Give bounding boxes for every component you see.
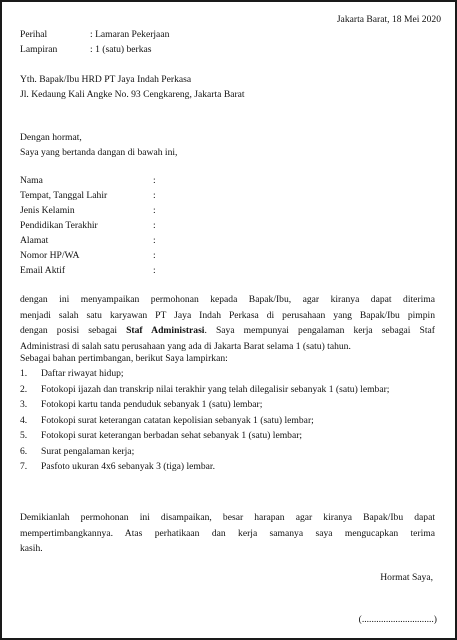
list-item <box>20 382 435 398</box>
list-text: Fotokopi surat keterangan berbadan sehat sebanyak 1 (satu) lembar; <box>41 430 303 441</box>
list-number: 3. <box>20 399 28 410</box>
recipient-line-1: Yth. Bapak/Ibu HRD PT Jaya Indah Perkasa <box>20 74 192 85</box>
list-text: Fotokopi kartu tanda penduduk sebanyak 1 (satu) lembar; <box>41 399 263 410</box>
list-item <box>20 459 435 475</box>
list-item <box>20 366 435 382</box>
list-text: Daftar riwayat hidup; <box>41 368 124 379</box>
closing-paragraph <box>20 510 435 557</box>
perihal-label: Perihal <box>20 29 48 40</box>
signoff: Hormat Saya, <box>380 572 433 583</box>
field-colon: : <box>153 190 156 201</box>
field-label-pendidikan: Pendidikan Terakhir <box>20 220 98 231</box>
list-number: 7. <box>20 461 28 472</box>
position-title: Staf Administrasi <box>126 325 205 336</box>
list-number: 6. <box>20 445 28 457</box>
list-text: Pasfoto ukuran 4x6 sebanyak 3 (tiga) lembar. <box>41 461 215 472</box>
lampiran-label: Lampiran <box>20 44 58 55</box>
body-line: dengan ini menyampaikan permohonan kepada Bapak/Ibu, agar kiranya dapat diterima <box>20 294 435 305</box>
list-item <box>20 413 435 429</box>
field-label-nama: Nama <box>20 175 43 186</box>
list-number: 4. <box>20 414 28 426</box>
body-paragraph <box>20 292 435 354</box>
field-colon: : <box>153 175 156 186</box>
recipient-line-2: Jl. Kedaung Kali Angke No. 93 Cengkareng, Jakarta Barat <box>20 89 245 100</box>
closing-line: mempertimbangkannya. Atas perhatikaan dan kerja samanya saya mengucapkan terima <box>20 527 435 539</box>
list-number: 2. <box>20 383 28 395</box>
lampiran-value: : 1 (satu) berkas <box>90 44 152 55</box>
list-item <box>20 428 435 444</box>
body-text: . Saya mempunyai pengalaman kerja sebagai Staf <box>204 325 435 336</box>
list-text: Surat pengalaman kerja; <box>41 445 135 457</box>
list-text: Fotokopi surat keterangan catatan kepolisian sebanyak 1 (satu) lembar; <box>41 414 314 426</box>
attachments-intro: Sebagai bahan pertimbangan, berikut Saya lampirkan: <box>20 353 228 364</box>
field-label-alamat: Alamat <box>20 235 49 246</box>
list-item <box>20 444 435 460</box>
field-colon: : <box>153 265 156 276</box>
signature-line: (..............................) <box>358 614 437 625</box>
field-label-nomor-hp: Nomor HP/WA <box>20 250 80 261</box>
body-line <box>20 323 435 339</box>
list-item <box>20 397 435 413</box>
closing-line: kasih. <box>20 543 43 554</box>
letter-date: Jakarta Barat, 18 Mei 2020 <box>336 14 441 25</box>
attachments-list <box>20 366 435 475</box>
body-text: dengan posisi sebagai <box>20 325 127 336</box>
field-colon: : <box>153 205 156 216</box>
field-colon: : <box>153 220 156 231</box>
intro-text: Saya yang bertanda dangan di bawah ini, <box>20 147 178 158</box>
list-number: 5. <box>20 430 28 441</box>
body-line: Administrasi di salah satu perusahaan yang ada di Jakarta Barat selama 1 (satu) tahun. <box>20 340 351 352</box>
greeting: Dengan hormat, <box>20 132 82 143</box>
list-text: Fotokopi ijazah dan transkrip nilai terakhir yang telah dilegalisir sebanyak 1 (satu) lembar; <box>41 383 390 395</box>
field-label-jenis-kelamin: Jenis Kelamin <box>20 205 75 216</box>
perihal-value: : Lamaran Pekerjaan <box>90 29 170 40</box>
body-line: menjadi salah satu karyawan PT Jaya Indah Perkasa di perusahaan yang Bapak/Ibu pimpin <box>20 309 435 321</box>
field-label-ttl: Tempat, Tanggal Lahir <box>20 190 108 201</box>
closing-line: Demikianlah permohonan ini disampaikan, besar harapan agar kiranya Bapak/Ibu dapat <box>20 512 435 523</box>
field-colon: : <box>153 250 156 261</box>
field-colon: : <box>153 235 156 246</box>
list-number: 1. <box>20 368 28 379</box>
field-label-email: Email Aktif <box>20 265 66 276</box>
